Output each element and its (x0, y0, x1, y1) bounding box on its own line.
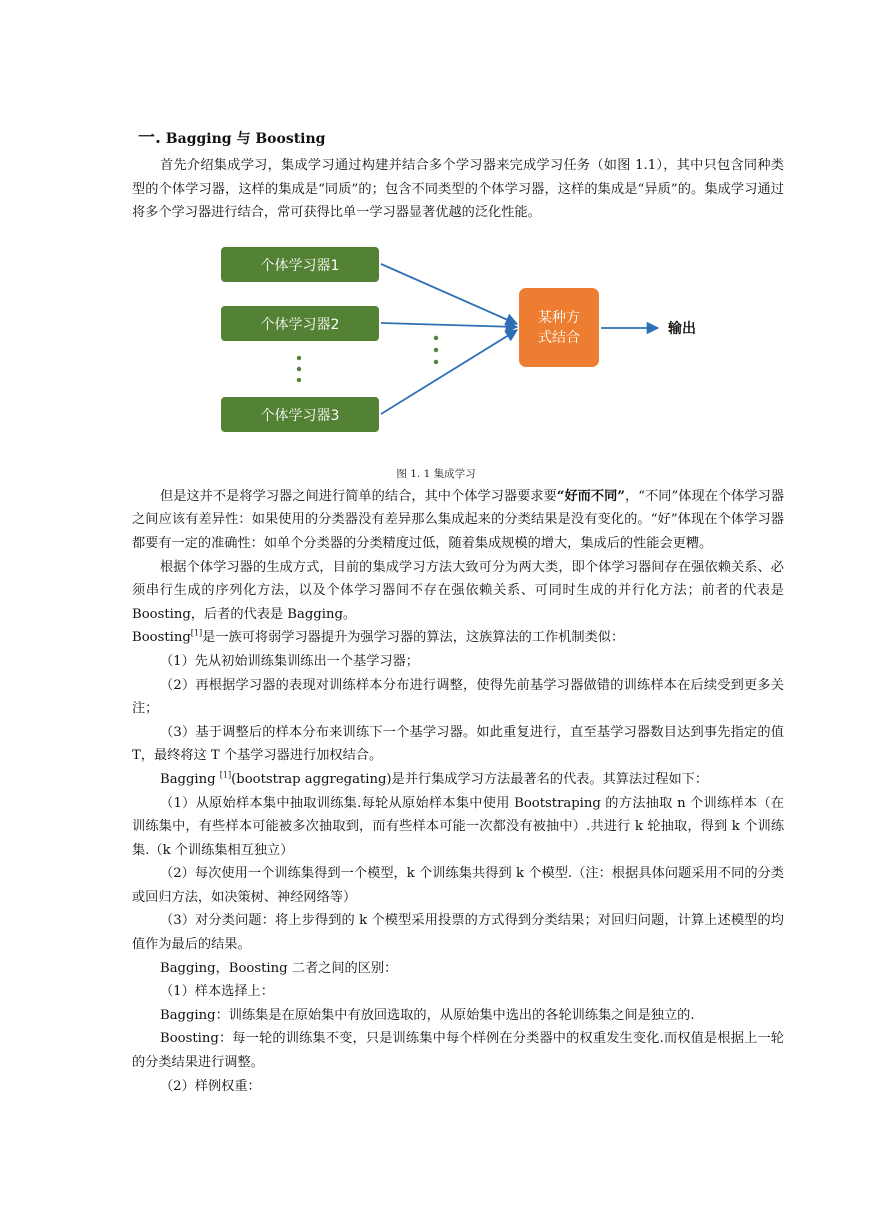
bagging-step-2: （2）每次使用一个训练集得到一个模型，k 个训练集共得到 k 个模型.（注：根据具体问题采用不同的分类或回归方法，如决策树、神经网络等） (132, 866, 784, 905)
combiner-label-line2: 式结合 (538, 329, 580, 346)
learner-label-2: 个体学习器2 (260, 316, 340, 333)
good-but-different-before: 但是这并不是将学习器之间进行简单的结合，其中个体学习器要求要 (160, 488, 557, 504)
output-label: 输出 (668, 320, 696, 337)
bagging-description: (bootstrap aggregating)是并行集成学习方法最著名的代表。其算法过程如下： (231, 771, 709, 787)
boosting-step-3: （3）基于调整后的样本分布来训练下一个基学习器。如此重复进行，直至基学习器数目达到事先指定的值 T，最终将这 T 个基学习器进行加权结合。 (132, 724, 784, 764)
section-number: 一. (138, 128, 161, 148)
boosting-reference: [1] (190, 628, 203, 638)
difference-subtitle-1: （1）样本选择上： (160, 984, 274, 1000)
ensemble-diagram (132, 237, 784, 465)
bagging-step-1: （1）从原始样本集中抽取训练集.每轮从原始样本集中使用 Bootstraping 的方法抽取 n 个训练样本（在训练集中，有些样本可能被多次抽取到，而有些样本可能一次都没有被抽中）.共进行 k 轮抽取，得到 k 个训练集.（k 个训练集相互独立） (132, 795, 785, 858)
good-but-different-emphasis: “好而不同” (556, 488, 625, 504)
ensemble-diagram-svg (132, 237, 784, 465)
learner-ellipsis-dots (297, 336, 438, 382)
good-but-different-after: ，“不同”体现在个体学习器之间应该有差异性：如果使用的分类器没有差异那么集成起来的分类结果是没有变化的。“好”体现在个体学习器都要有一定的准确性：如单个分类器的分类精度过低，随着集成规模的增大，集成后的性能会更糟。 (132, 488, 785, 551)
learner-label-3: 个体学习器3 (260, 407, 340, 424)
difference-subtitle-2: （2）样例权重： (160, 1078, 261, 1094)
combiner-box (519, 288, 599, 367)
intro-paragraph: 首先介绍集成学习，集成学习通过构建并结合多个学习器来完成学习任务（如图 1.1），其中只包含同种类型的个体学习器，这样的集成是“同质”的；包含不同类型的个体学习器，这样的集成是“异质”的。集成学习通过将多个学习器进行结合，常可获得比单一学习器显著优越的泛化性能。 (132, 158, 784, 221)
bagging-intro (132, 768, 784, 792)
good-but-different-paragraph (132, 485, 784, 556)
figure-caption: 图 1. 1 集成学习 (396, 467, 476, 480)
arrow-learner1-to-combiner (381, 264, 517, 324)
boosting-intro (132, 626, 784, 650)
arrow-learner3-to-combiner (381, 330, 517, 414)
boosting-description: 是一族可将弱学习器提升为强学习器的算法，这族算法的工作机制类似： (202, 630, 625, 646)
boosting-step-2: （2）再根据学习器的表现对训练样本分布进行调整，使得先前基学习器做错的训练样本在后续受到更多关注； (132, 677, 784, 717)
arrow-learner2-to-combiner (381, 323, 517, 327)
combiner-label-line1: 某种方 (538, 309, 580, 326)
boosting-step-1: （1）先从初始训练集训练出一个基学习器； (160, 653, 419, 669)
boosting-name: Boosting (132, 630, 191, 646)
bagging-reference: [1] (219, 770, 232, 780)
difference-boosting-line: Boosting：每一轮的训练集不变，只是训练集中每个样例在分类器中的权重发生变化.而权值是根据上一轮的分类结果进行调整。 (132, 1031, 784, 1071)
learner-label-1: 个体学习器1 (260, 257, 340, 274)
bagging-step-3: （3）对分类问题：将上步得到的 k 个模型采用投票的方式得到分类结果；对回归问题，计算上述模型的均值作为最后的结果。 (132, 913, 784, 953)
difference-title: Bagging，Boosting 二者之间的区别： (160, 960, 398, 976)
section-heading (138, 125, 784, 152)
difference-bagging-line: Bagging：训练集是在原始集中有放回选取的，从原始集中选出的各轮训练集之间是独立的. (160, 1007, 695, 1023)
section-title: Bagging 与 Boosting (165, 131, 326, 147)
document-content (132, 125, 784, 1098)
method-categories-paragraph: 根据个体学习器的生成方式，目前的集成学习方法大致可分为两大类，即个体学习器间存在强依赖关系、必须串行生成的序列化方法，以及个体学习器间不存在强依赖关系、可同时生成的并行化方法；前者的代表是 Boosting，后者的代表是 Bagging。 (132, 559, 784, 622)
bagging-name: Bagging (160, 771, 220, 787)
